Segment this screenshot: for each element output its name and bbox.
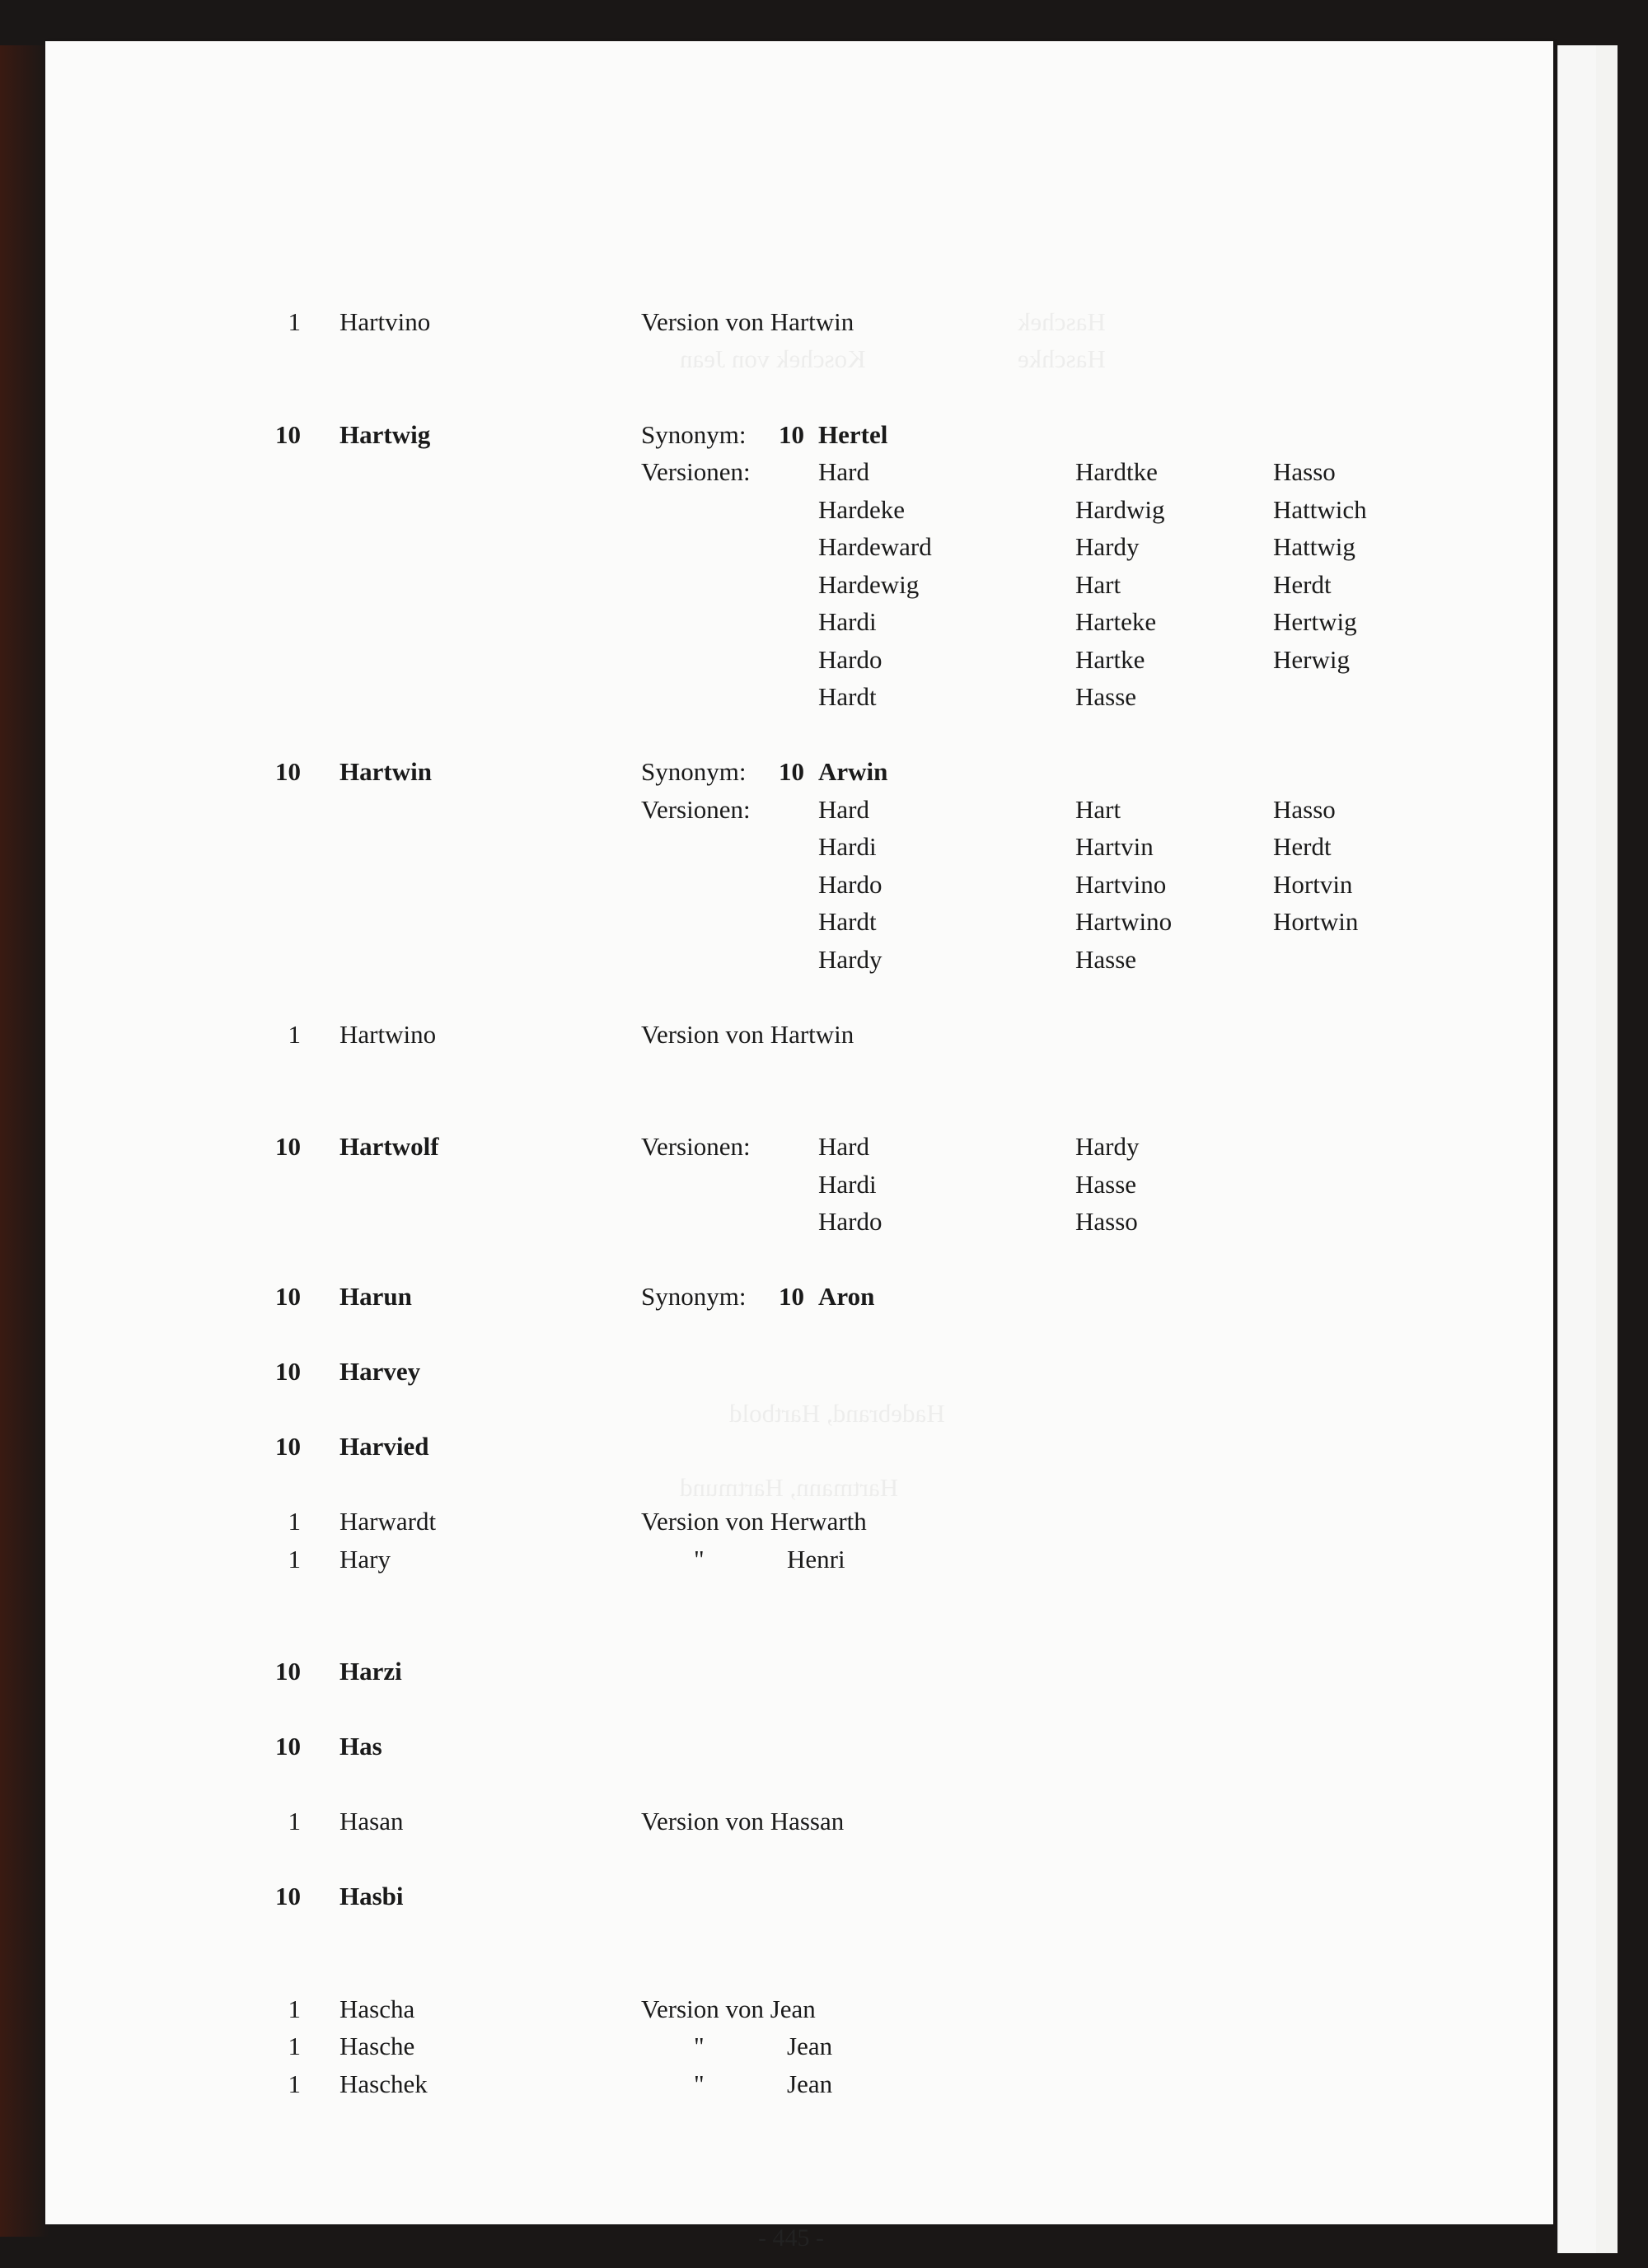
version-name: Hardy [818,944,883,974]
entry-rank: 10 [275,419,301,449]
synonym-name: Hertel [818,419,888,449]
version-name: Hattwich [1273,494,1367,524]
version-name: Hartvino [1075,869,1167,899]
version-name: Hasse [1075,1169,1137,1199]
entry-name: Hasan [339,1807,404,1835]
entry-rank: 1 [288,307,301,336]
synonym-name: Aron [818,1282,875,1311]
entry-rank: 1 [288,1544,301,1574]
version-name: Hart [1075,794,1121,824]
entry-rank: 1 [288,2032,301,2060]
entry-note: Version von Hartwin [641,307,854,336]
entry-name: Hartwig [339,419,431,449]
version-name: Harteke [1075,607,1157,636]
version-name: Hardi [818,607,877,636]
book-page: Haschek Haschke Koschek von Jean Hadebrand, Hartbold Hartmann, Hartmund [45,41,1553,2224]
version-name: Hartwino [1075,907,1173,936]
version-name: Hardewig [818,569,920,599]
version-name: Hardwig [1075,494,1165,524]
entry-name: Hasche [339,2032,415,2060]
synonym-rank: 10 [779,419,804,449]
version-name: Hard [818,1132,869,1161]
entry-rank: 10 [275,757,301,786]
version-name: Hortvin [1273,869,1353,899]
version-name: Hart [1075,569,1121,599]
entry-name: Harvey [339,1357,421,1386]
synonym-rank: 10 [779,1282,804,1311]
synonym-name: Arwin [818,757,888,786]
entry-rank: 10 [275,1357,301,1386]
version-name: Hard [818,794,869,824]
entry-rank: 10 [275,1732,301,1761]
versions-label: Versionen: [641,794,751,824]
synonym-rank: 10 [779,757,804,786]
ditto-name: Jean [787,2032,833,2060]
page-number: - 445 - [758,2224,824,2252]
entry-name: Haschek [339,2069,428,2098]
version-name: Hardi [818,832,877,861]
entry-rank: 10 [275,1657,301,1686]
versions-label: Versionen: [641,457,751,486]
version-name: Hasse [1075,682,1137,711]
ditto-mark: " [694,1544,705,1574]
version-name: Hardt [818,682,877,711]
ditto-mark: " [694,2069,705,2098]
ditto-name: Jean [787,2069,833,2098]
entry-name: Hartwino [339,1019,437,1049]
entry-note: Version von Herwarth [641,1507,867,1536]
version-name: Hartke [1075,644,1145,674]
entry-rank: 1 [288,1994,301,2023]
entry-rank: 10 [275,1282,301,1311]
version-name: Hardo [818,644,883,674]
entry-note: Version von Hassan [641,1807,845,1835]
entry-name: Hary [339,1544,391,1574]
version-name: Hardtke [1075,457,1158,486]
version-name: Hardo [818,869,883,899]
entry-rank: 1 [288,1807,301,1835]
entry-note: Version von Jean [641,1994,816,2023]
version-name: Hasse [1075,944,1137,974]
page-stack-edge [1557,45,1596,2253]
entry-name: Harun [339,1282,412,1311]
version-name: Hasso [1273,457,1336,486]
version-name: Hartvin [1075,832,1154,861]
version-name: Hardeke [818,494,905,524]
version-name: Hardeward [818,532,932,561]
entry-rank: 1 [288,1507,301,1536]
entry-note: Version von Hartwin [641,1019,854,1049]
entry-name: Hartwolf [339,1132,439,1161]
entry-name: Hasbi [339,1882,404,1910]
version-name: Hardt [818,907,877,936]
entry-rank: 10 [275,1882,301,1910]
version-name: Herdt [1273,569,1332,599]
synonym-label: Synonym: [641,419,747,449]
entry-rank: 10 [275,1132,301,1161]
version-name: Hasso [1075,1207,1138,1236]
version-name: Herwig [1273,644,1350,674]
entry-name: Hartwin [339,757,432,786]
ditto-name: Henri [787,1544,845,1574]
entry-name: Has [339,1732,382,1761]
entry-name: Hascha [339,1994,415,2023]
book-edge [0,45,49,2237]
entry-name: Harzi [339,1657,402,1686]
version-name: Hertwig [1273,607,1357,636]
versions-label: Versionen: [641,1132,751,1161]
entry-rank: 10 [275,1432,301,1461]
version-name: Hardo [818,1207,883,1236]
ditto-mark: " [694,2032,705,2060]
version-name: Hardy [1075,532,1140,561]
version-name: Hasso [1273,794,1336,824]
synonym-label: Synonym: [641,757,747,786]
version-name: Hardy [1075,1132,1140,1161]
version-name: Herdt [1273,832,1332,861]
synonym-label: Synonym: [641,1282,747,1311]
entry-name: Harvied [339,1432,429,1461]
entry-name: Hartvino [339,307,431,336]
entry-rank: 1 [288,1019,301,1049]
version-name: Hardi [818,1169,877,1199]
version-name: Hortwin [1273,907,1359,936]
version-name: Hattwig [1273,532,1355,561]
entry-name: Harwardt [339,1507,437,1536]
entry-rank: 1 [288,2069,301,2098]
version-name: Hard [818,457,869,486]
